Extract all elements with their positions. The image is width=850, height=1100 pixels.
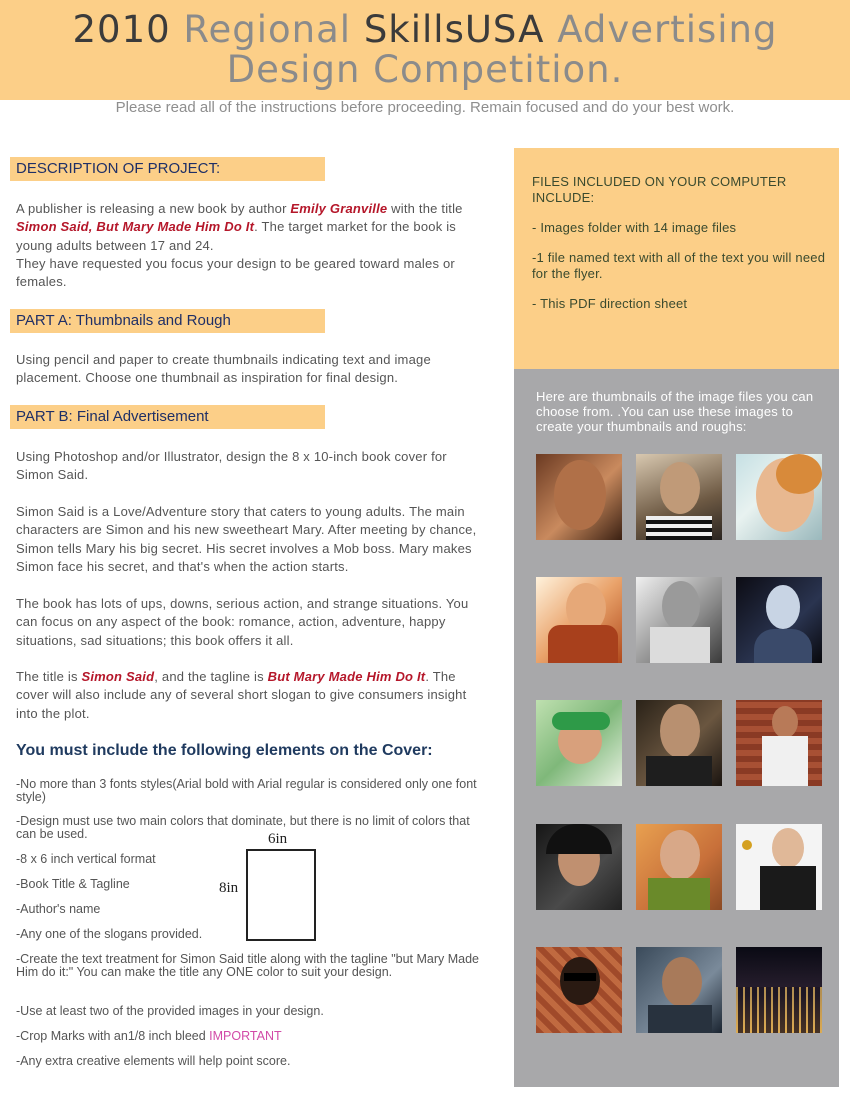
- page-subtitle: Please read all of the instructions before proceeding. Remain focused and do your best work.: [115, 99, 735, 116]
- title-skills: SkillsUSA: [363, 8, 545, 51]
- page-title: [0, 10, 850, 90]
- important-label: IMPORTANT: [209, 1029, 282, 1043]
- thumbnail-image-6: [736, 577, 822, 663]
- part-b-para-4-c: . The cover will also include any of several short slogan to give consumers insight into the plot.: [16, 669, 467, 721]
- thumbnail-image-1: [536, 454, 622, 540]
- thumbnail-image-12: [736, 824, 822, 910]
- req-text-treatment: -Create the text treatment for Simon Said title along with the tagline "but Mary Made Him do it:" You can make the title any ONE color to suit your design.: [16, 952, 480, 979]
- req-extra: -Any extra creative elements will help point score.: [16, 1054, 291, 1068]
- req-format: -8 x 6 inch vertical format: [16, 852, 156, 866]
- part-b-para-4-b: , and the tagline is: [154, 669, 268, 684]
- book-tagline: But Mary Made Him Do It: [267, 669, 426, 684]
- description-text-a: A publisher is releasing a new book by author: [16, 201, 291, 216]
- description-text-d: They have requested you focus your design to be geared toward males or females.: [16, 255, 455, 290]
- req-colors: -Design must use two main colors that dominate, but there is no limit of colors that can be used.: [16, 814, 470, 841]
- book-full-title: Simon Said, But Mary Made Him Do It: [16, 219, 255, 235]
- part-a-text: Using pencil and paper to create thumbnails indicating text and image placement. Choose one thumbnail as inspiration for final design.: [16, 352, 431, 386]
- req-images: -Use at least two of the provided images in your design.: [16, 1004, 324, 1018]
- thumbnail-image-14: [636, 947, 722, 1033]
- req-author: -Author's name: [16, 902, 101, 916]
- thumbnail-intro: Here are thumbnails of the image files you can choose from. .You can use these images to create your thumbnails and roughs:: [536, 389, 814, 434]
- part-b-para-3: The book has lots of ups, downs, serious action, and strange situations. You can focus on any aspect of the book: romance, action, adventure, happy situations, sad situations; this book offers it all.: [16, 596, 469, 648]
- title-year: 2010: [72, 8, 171, 51]
- author-name: Emily Granville: [290, 201, 388, 216]
- files-item-pdf: - This PDF direction sheet: [532, 296, 688, 311]
- req-crop-marks: [16, 1030, 481, 1043]
- thumbnail-image-3: [736, 454, 822, 540]
- files-heading: FILES INCLUDED ON YOUR COMPUTER INCLUDE:: [532, 174, 787, 205]
- thumbnail-image-11: [636, 824, 722, 910]
- description-text-c: . The target market for the book is young adults between 17 and 24.: [16, 219, 456, 253]
- thumbnail-image-7: [536, 700, 622, 786]
- book-title: Simon Said: [81, 669, 155, 684]
- files-item-images: - Images folder with 14 image files: [532, 220, 737, 235]
- req-fonts: -No more than 3 fonts styles(Arial bold with Arial regular is considered only one font style): [16, 777, 477, 804]
- format-diagram-box: [246, 849, 316, 941]
- format-width-label: 6in: [268, 831, 288, 847]
- requirements-heading: You must include the following elements on the Cover:: [16, 742, 433, 759]
- title-advertising: Advertising: [557, 8, 778, 51]
- title-regional: Regional: [183, 8, 352, 51]
- thumbnail-image-8: [636, 700, 722, 786]
- thumbnail-image-4: [536, 577, 622, 663]
- part-b-para-2: Simon Said is a Love/Adventure story that caters to young adults. The main characters are Simon and his new sweetheart Mary. After meeting by chance, Simon tells Mary his big secret. His secret involves a Mob boss. Mary makes Simon face his secret, and that's when the action starts.: [16, 504, 477, 574]
- thumbnail-image-9: [736, 700, 822, 786]
- part-a-heading: PART A: Thumbnails and Rough: [10, 309, 325, 333]
- description-heading: DESCRIPTION OF PROJECT:: [10, 157, 325, 181]
- part-b-heading: PART B: Final Advertisement: [10, 405, 325, 429]
- thumbnail-image-2: [636, 454, 722, 540]
- title-line2: Design Competition.: [226, 48, 624, 91]
- format-height-label: 8in: [219, 880, 239, 896]
- thumbnail-image-10: [536, 824, 622, 910]
- req-slogan: -Any one of the slogans provided.: [16, 927, 203, 941]
- req-title-tagline: -Book Title & Tagline: [16, 877, 130, 891]
- thumbnail-image-13: [536, 947, 622, 1033]
- description-text: [16, 200, 486, 291]
- part-b-para-4: [16, 668, 486, 723]
- thumbnail-image-5: [636, 577, 722, 663]
- part-b-para-4-a: The title is: [16, 669, 82, 684]
- part-b-para-1: Using Photoshop and/or Illustrator, design the 8 x 10-inch book cover for Simon Said.: [16, 449, 447, 483]
- thumbnail-image-15: [736, 947, 822, 1033]
- description-text-b: with the title: [387, 201, 463, 216]
- req-crop-text: -Crop Marks with an1/8 inch bleed: [16, 1029, 210, 1043]
- files-item-text: -1 file named text with all of the text you will need for the flyer.: [532, 250, 826, 281]
